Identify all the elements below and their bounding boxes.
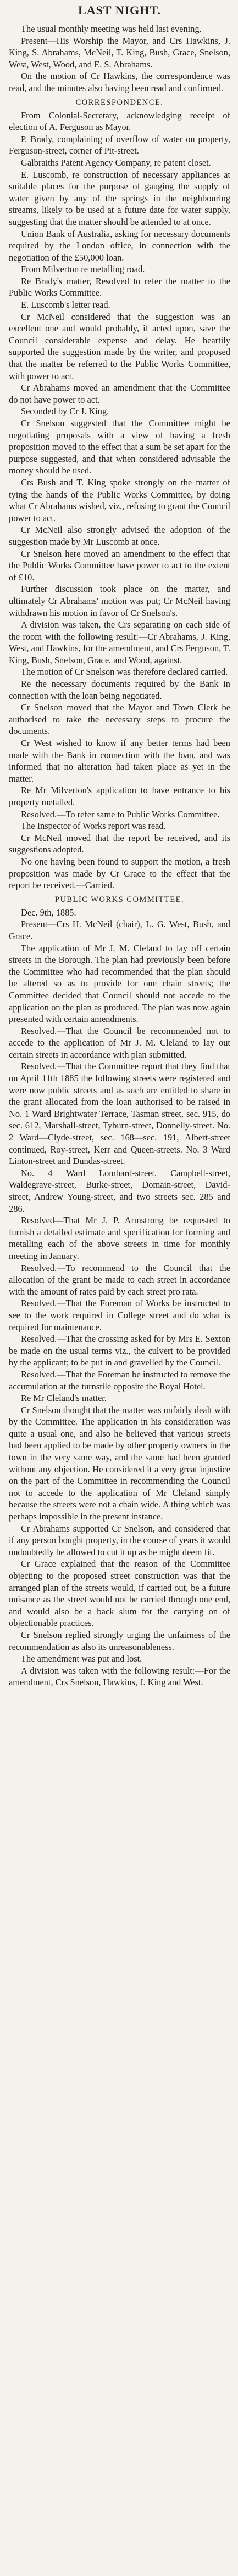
paragraph: A division was taken, the Crs separating on each side of the room with the following result:—Cr Abrahams, J. King, West, and Hawkins, for the amendment, and Crs Ferguson, T. King, Bush, Snelson, Grace, and Wood, against. (9, 619, 230, 665)
paragraph: The usual monthly meeting was held last evening. (21, 24, 202, 34)
paragraph: No. 4 Ward Lombard-street, Campbell-street, Waldegrave-street, Burke-street, Domain-street, David-street, Andrew Young-street, and two streets sec. 285 and 286. (9, 1167, 230, 1214)
section-heading: CORRESPONDENCE. (75, 98, 164, 107)
paragraph: Cr Grace explained that the reason of the Committee objecting to the proposed street construction was that the arranged plan of the streets would, if carried out, be a future nuisance as the street would not be carried through one end, and would also be a back slum for the carrying on of objectionable practices. (9, 1558, 230, 1629)
paragraph: Cr Snelson moved that the Mayor and Town Clerk be authorised to take the necessary steps to procure the documents. (9, 702, 230, 737)
paragraph: Resolved.—That the crossing asked for by Mrs E. Sexton be made on the usual terms viz., the culvert to be provided by the applicant; to be put in and gravelled by the Council. (9, 1334, 230, 1368)
paragraph: Resolved.—That the Foreman of Works be instructed to see to the work required in College street and do what is required for maintenance. (9, 1298, 230, 1332)
paragraph: Re Mr Cleland's matter. (21, 1393, 107, 1404)
paragraph: Further discussion took place on the matter, and ultimately Cr Abrahams' motion was put; Cr McNeil having withdrawn his motion in favor of Cr Snelson's. (9, 584, 230, 618)
paragraph: No one having been found to support the motion, a fresh proposition was made by Cr Grace to the effect that the report be received.—Carried. (9, 856, 230, 891)
paragraph: The amendment was put and lost. (21, 1653, 142, 1664)
paragraph: Present—His Worship the Mayor, and Crs Hawkins, J. King, S. Abrahams, McNeil, T. King, Bush, Grace, Snelson, West, West, Wood, and E. S. Abrahams. (9, 35, 230, 70)
paragraph: From Colonial-Secretary, acknowledging receipt of election of A. Ferguson as Mayor. (9, 110, 230, 133)
paragraph: A division was taken with the following result:—For the amendment, Crs Snelson, Hawkins, J. King and West. (9, 1665, 230, 1688)
paragraph: Dec. 9th, 1885. (21, 907, 76, 918)
paragraph: Re the necessary documents required by the Bank in connection with the loan being negotiated. (9, 679, 230, 701)
paragraph: The Inspector of Works report was read. (21, 821, 166, 832)
paragraph: Resolved.—That the Committee report that they find that on April 11th 1885 the following streets were registered and were now public streets and as such are entitled to share in the grant allocated from the loan authorised to be raised in No. 1 Ward Brightwater Terrace, Tasman street, sec. 915, do sec. 612, Marshall-street, Tyburn-street, Donnelly-street. No. 2 Ward—Clyde-street, sec. 168—sec. 191, Albert-street continued, Roy-street, Kerr and Queen-streets. No. 3 Ward Linton-street and Dundas-street. (9, 1061, 230, 1167)
paragraph: Crs Bush and T. King spoke strongly on the matter of tying the hands of the Public Works Committee, by doing what Cr Abrahams wished, viz., refusing to grant the Council power to act. (9, 477, 230, 523)
article-title: LAST NIGHT. (78, 3, 161, 17)
paragraph: Resolved.—To refer same to Public Works Committee. (21, 809, 220, 820)
paragraph: The application of Mr J. M. Cleland to lay off certain streets in the Borough. The plan had previously been before the Committee who had recommended that the plan should be altered so as to provide for one chain streets; the Committee decided that Council should not accede to the application on the plan as produced. The plan was now again presented with certain amendments. (9, 942, 230, 1025)
paragraph: Cr McNeil considered that the suggestion was an excellent one and would probably, if acted upon, save the Council considerable expense and delay. He heartily supported the suggestion made by the writer, and proposed that the matter be referred to the Public Works Committee, with power to act. (9, 311, 230, 381)
paragraph: Re Brady's matter, Resolved to refer the matter to the Public Works Committee. (9, 275, 230, 298)
paragraph: Cr Abrahams supported Cr Snelson, and considered that if any person bought property, in the course of years it would undoubtedly be allowed to cut it up as he might deem fit. (9, 1523, 230, 1557)
section-heading: PUBLIC WORKS COMMITTEE. (54, 895, 185, 904)
paragraph: Cr Snelson suggested that the Committee might be negotiating proposals with a view of having a fresh proposition moved to the effect that a sum be set apart for the purpose suggested, and that when considered advisable the money should be used. (9, 418, 230, 476)
paragraph: Resolved.—That the Foreman be instructed to remove the accumulation at the turnstile opposite the Royal Hotel. (9, 1369, 230, 1392)
paragraph: Cr McNeil moved that the report be received, and its suggestions adopted. (9, 832, 230, 855)
paragraph: P. Brady, complaining of overflow of water on property, Ferguson-street, corner of Pit-street. (9, 133, 230, 156)
paragraph: Resolved.—That the Council be recommended not to accede to the application of Mr J. M. Cleland to lay out certain streets in accordance with plan submitted. (9, 1025, 230, 1060)
paragraph: Resolved—That Mr J. P. Armstrong be requested to furnish a detailed estimate and specification for forming and metalling each of the above streets in time for monthly meeting in January. (9, 1215, 230, 1261)
paragraph: Present—Crs H. McNeil (chair), L. G. West, Bush, and Grace. (9, 919, 230, 941)
paragraph: Union Bank of Australia, asking for necessary documents required by the London office, in connection with the negotiation of the £50,000 loan. (9, 228, 230, 263)
article-body (9, 23, 230, 1688)
paragraph: E. Luscomb's letter read. (21, 300, 110, 310)
paragraph: Cr McNeil also strongly advised the adoption of the suggestion made by Mr Luscomb at once. (9, 524, 230, 547)
paragraph: Cr Snelson here moved an amendment to the effect that the Public Works Committee have power to act to the extent of £10. (9, 548, 230, 583)
paragraph: From Milverton re metalling road. (21, 264, 145, 275)
paragraph: Resolved.—To recommend to the Council that the allocation of the grant be made to each street in accordance with the amount of rates paid by each street pro rata. (9, 1262, 230, 1297)
paragraph: Galbraiths Patent Agency Company, re patent closet. (21, 157, 211, 168)
paragraph: Cr West wished to know if any better terms had been made with the Bank in connection with the loan, and was informed that no alteration had taken place as yet in the matter. (9, 738, 230, 784)
paragraph: Cr Snelson thought that the matter was unfairly dealt with by the Committee. The application in his consideration was quite a usual one, and also he believed that various streets had been applied to be made by other property owners in the town in the very same way, and the same had been granted without any objection. He considered it a very great injustice on the part of the Committee in recommending the Council not to accede to the application of Mr Cleland simply because the streets were not a chain wide. A thing which was perhaps impossible in the present instance. (9, 1404, 230, 1522)
paragraph: The motion of Cr Snelson was therefore declared carried. (21, 666, 228, 677)
paragraph: On the motion of Cr Hawkins, the correspondence was read, and the minutes also having been read and confirmed. (9, 71, 230, 93)
paragraph: Seconded by Cr J. King. (21, 406, 109, 417)
paragraph: Cr Snelson replied strongly urging the unfairness of the recommendation as also its unreasonableness. (9, 1629, 230, 1652)
paragraph: E. Luscomb, re construction of necessary appliances at suitable places for the purpose of gauging the supply of water given by any of the springs in the neighbouring streams, likely to be used at a future date for water supply, suggesting that the matter should be attended to at once. (9, 169, 230, 227)
paragraph: Cr Abrahams moved an amendment that the Committee do not have power to act. (9, 382, 230, 405)
paragraph: Re Mr Milverton's application to have entrance to his property metalled. (9, 785, 230, 807)
